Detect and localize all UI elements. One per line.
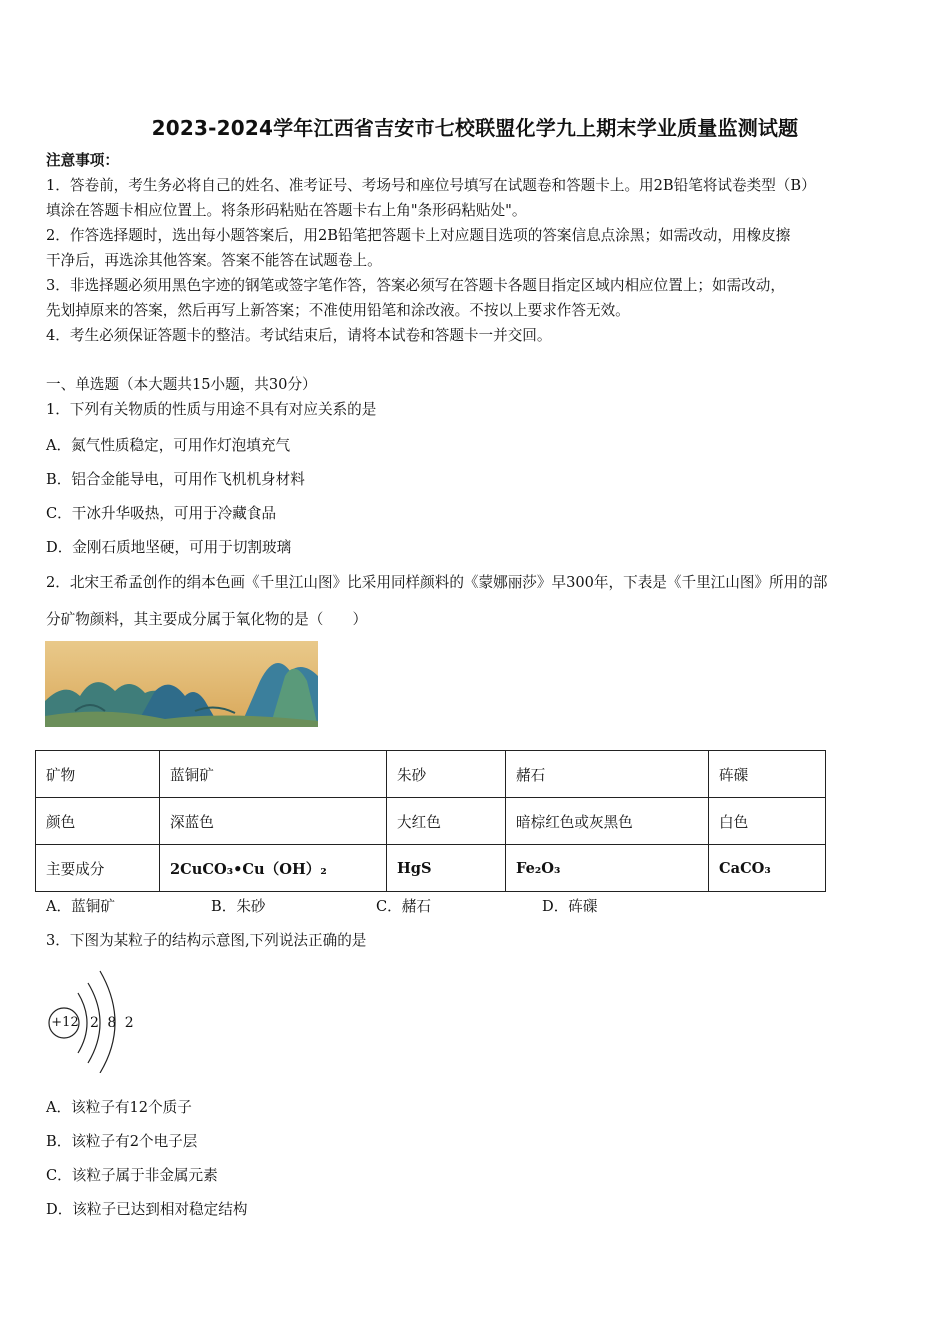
notice-line: 2．作答选择题时，选出每小题答案后，用2B铅笔把答题卡上对应题目选项的答案信息点涂黑；如需改动，用橡皮擦	[46, 227, 791, 244]
q1-stem: 1．下列有关物质的性质与用途不具有对应关系的是	[46, 401, 377, 418]
table-cell: 暗棕红色或灰黑色	[506, 798, 709, 845]
notice-line: 先划掉原来的答案，然后再写上新答案；不准使用铅笔和涂改液。不按以上要求作答无效。	[46, 302, 630, 319]
section-heading: 一、单选题（本大题共15小题，共30分）	[46, 376, 317, 393]
notice-line: 1．答卷前，考生务必将自己的姓名、准考证号、考场号和座位号填写在试题卷和答题卡上。用2B铅笔将试卷类型（B）	[46, 177, 816, 194]
q2-option-c: C．赭石	[376, 898, 431, 915]
q1-option-c: C．干冰升华吸热，可用于冷藏食品	[46, 505, 277, 522]
q3-option-c: C．该粒子属于非金属元素	[46, 1167, 218, 1184]
landscape-painting-image	[45, 641, 318, 727]
formula-cell: HgS	[387, 845, 506, 892]
notice-line: 干净后，再选涂其他答案。答案不能答在试题卷上。	[46, 252, 382, 269]
page-title: 2023-2024学年江西省吉安市七校联盟化学九上期末学业质量监测试题	[151, 116, 799, 140]
table-cell: 白色	[709, 798, 826, 845]
formula-cell: CaCO₃	[709, 845, 826, 892]
q1-option-b: B．铝合金能导电，可用作飞机机身材料	[46, 471, 305, 488]
q3-stem: 3．下图为某粒子的结构示意图,下列说法正确的是	[46, 932, 367, 949]
q3-option-a: A．该粒子有12个质子	[46, 1099, 192, 1116]
q2-stem: 分矿物颜料，其主要成分属于氧化物的是（ ）	[46, 611, 368, 628]
table-cell: 砗磲	[709, 751, 826, 798]
notice-line: 4．考生必须保证答题卡的整洁。考试结束后，请将本试卷和答题卡一并交回。	[46, 327, 552, 344]
table-cell: 颜色	[36, 798, 160, 845]
q2-option-d: D．砗磲	[542, 898, 598, 915]
q3-option-b: B．该粒子有2个电子层	[46, 1133, 198, 1150]
table-row	[36, 845, 826, 892]
q2-option-b: B．朱砂	[211, 898, 266, 915]
table-cell: 蓝铜矿	[160, 751, 387, 798]
electron-shells: 2 8 2	[90, 1015, 136, 1031]
formula-cell: 2CuCO₃•Cu（OH）₂	[160, 845, 387, 892]
notice-line: 填涂在答题卡相应位置上。将条形码粘贴在答题卡右上角"条形码粘贴处"。	[46, 202, 527, 219]
q3-option-d: D．该粒子已达到相对稳定结构	[46, 1201, 248, 1218]
table-cell: 矿物	[36, 751, 160, 798]
table-cell: 赭石	[506, 751, 709, 798]
q2-stem: 2．北宋王希孟创作的绢本色画《千里江山图》比采用同样颜料的《蒙娜丽莎》早300年，下表是《千里江山图》所用的部	[46, 574, 828, 591]
notice-line: 3．非选择题必须用黑色字迹的钢笔或签字笔作答，答案必须写在答题卡各题目指定区域内相应位置上；如需改动，	[46, 277, 785, 294]
q2-option-a: A．蓝铜矿	[46, 898, 115, 915]
table-cell: 大红色	[387, 798, 506, 845]
table-row	[36, 751, 826, 798]
nucleus-charge: +12	[51, 1015, 79, 1030]
table-row	[36, 798, 826, 845]
notice-heading: 注意事项：	[46, 152, 119, 169]
q1-option-d: D．金刚石质地坚硬，可用于切割玻璃	[46, 539, 292, 556]
atomic-structure-diagram	[44, 965, 144, 1073]
table-cell: 深蓝色	[160, 798, 387, 845]
mineral-table	[35, 750, 826, 892]
table-cell: 主要成分	[36, 845, 160, 892]
q1-option-a: A．氮气性质稳定，可用作灯泡填充气	[46, 437, 291, 454]
table-cell: 朱砂	[387, 751, 506, 798]
formula-cell: Fe₂O₃	[506, 845, 709, 892]
